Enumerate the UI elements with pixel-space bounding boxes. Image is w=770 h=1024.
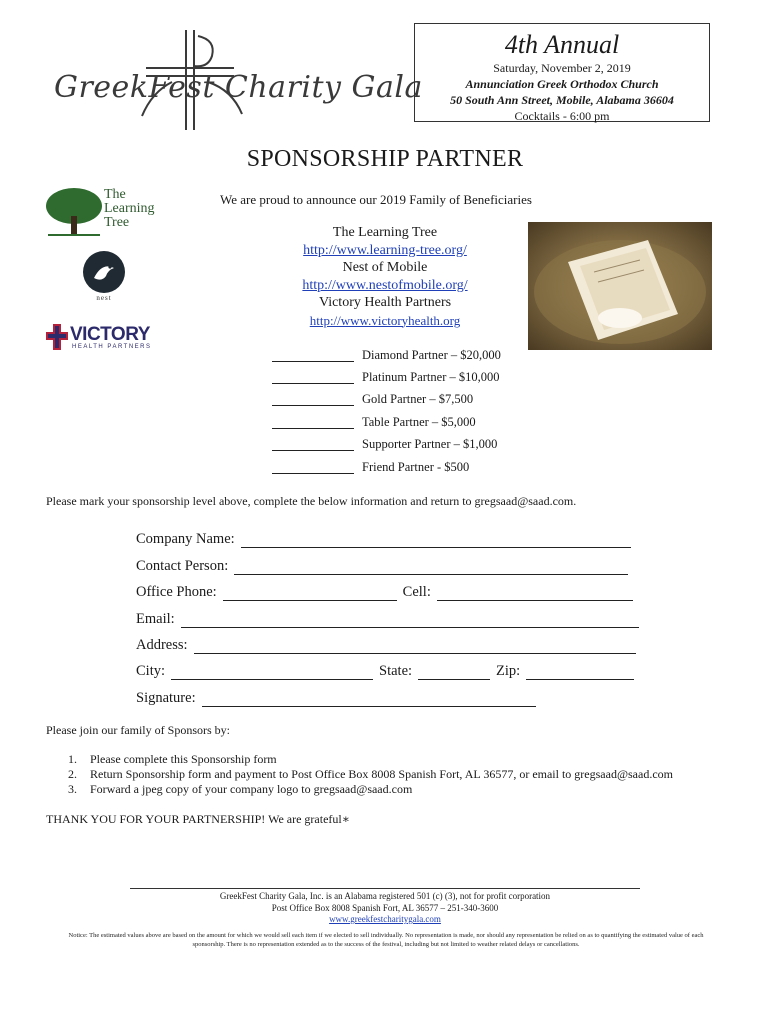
zip-field[interactable] bbox=[526, 663, 634, 680]
sponsorship-levels bbox=[272, 344, 572, 478]
victory-logo-sub: HEALTH PARTNERS bbox=[72, 344, 152, 350]
level-checkbox-line[interactable] bbox=[272, 371, 354, 384]
logo-text: GreekFest Charity Gala bbox=[54, 70, 423, 105]
beneficiary-name: Nest of Mobile bbox=[342, 260, 428, 275]
beneficiary-link[interactable]: http://www.victoryhealth.org bbox=[309, 312, 461, 328]
footer-website-link[interactable]: www.greekfestcharitygala.com bbox=[329, 914, 441, 924]
event-title: 4th Annual bbox=[504, 30, 620, 59]
level-label: Table Partner – $5,000 bbox=[362, 414, 476, 429]
event-date: Saturday, November 2, 2019 bbox=[493, 61, 631, 75]
cell-field[interactable] bbox=[437, 584, 633, 601]
level-row bbox=[272, 456, 572, 478]
level-row bbox=[272, 389, 572, 411]
tree-icon bbox=[44, 186, 104, 240]
learning-tree-logo-text: The Learning Tree bbox=[104, 187, 155, 230]
beneficiary-link[interactable]: http://www.nestofmobile.org/ bbox=[302, 277, 468, 293]
company-field[interactable] bbox=[241, 531, 631, 548]
level-row bbox=[272, 344, 572, 366]
steps-list bbox=[68, 752, 673, 797]
footer-line-1: GreekFest Charity Gala, Inc. is an Alabama registered 501 (c) (3), not for profit corporation bbox=[219, 891, 551, 901]
event-info-box bbox=[414, 23, 710, 122]
level-label: Friend Partner - $500 bbox=[362, 459, 470, 474]
state-label: State: bbox=[379, 663, 413, 680]
level-label: Gold Partner – $7,500 bbox=[362, 392, 474, 407]
city-field[interactable] bbox=[171, 663, 373, 680]
list-item: 3. Forward a jpeg copy of your company logo to gregsaad@saad.com bbox=[68, 782, 413, 796]
level-checkbox-line[interactable] bbox=[272, 438, 354, 451]
email-field[interactable] bbox=[181, 611, 639, 628]
invitation-image bbox=[528, 222, 712, 350]
state-field[interactable] bbox=[418, 663, 490, 680]
learning-tree-logo bbox=[44, 186, 174, 240]
company-label: Company Name: bbox=[136, 531, 235, 548]
event-cocktails: Cocktails - 6:00 pm bbox=[514, 109, 610, 123]
beneficiary-list bbox=[240, 224, 530, 329]
asterisk-mark: ∗ bbox=[341, 812, 350, 826]
join-text: Please join our family of Sponsors by: bbox=[46, 723, 230, 737]
zip-label: Zip: bbox=[496, 663, 521, 680]
level-label: Supporter Partner – $1,000 bbox=[362, 437, 498, 452]
footer bbox=[0, 891, 770, 926]
level-label: Platinum Partner – $10,000 bbox=[362, 370, 500, 385]
notice-text: Notice: The estimated values above are based on the amount for which we would sell each item if we elected to sell individually. No representation is made, nor should any representation be relied on as to quantifying the estimated value of each sponsorship. There is no representation extended as to the success of the festival, including but not limited to weather related delays or cancellations. bbox=[68, 932, 704, 948]
list-item: 2. Return Sponsorship form and payment to Post Office Box 8008 Spanish Fort, AL 36577, or email to gregsaad@saad.com bbox=[68, 767, 673, 781]
contact-field[interactable] bbox=[234, 558, 628, 575]
footer-line-2: Post Office Box 8008 Spanish Fort, AL 36577 – 251-340-3600 bbox=[271, 902, 499, 913]
address-label: Address: bbox=[136, 636, 188, 653]
beneficiary-name: The Learning Tree bbox=[332, 225, 438, 240]
gala-invitation-photo bbox=[528, 222, 712, 350]
level-checkbox-line[interactable] bbox=[272, 416, 354, 429]
city-label: City: bbox=[136, 663, 166, 680]
gala-logo bbox=[48, 22, 423, 132]
page-title: SPONSORSHIP PARTNER bbox=[246, 146, 524, 172]
victory-logo-text: VICTORY bbox=[70, 324, 150, 345]
signature-label: Signature: bbox=[136, 689, 196, 706]
email-label: Email: bbox=[136, 610, 175, 627]
level-checkbox-line[interactable] bbox=[272, 349, 354, 362]
level-row bbox=[272, 411, 572, 433]
level-checkbox-line[interactable] bbox=[272, 393, 354, 406]
thank-you-text: THANK YOU FOR YOUR PARTNERSHIP! We are grateful∗ bbox=[46, 812, 350, 826]
event-venue: Annunciation Greek Orthodox Church bbox=[465, 77, 659, 91]
list-item: 1. Please complete this Sponsorship form bbox=[68, 752, 277, 766]
office-phone-label: Office Phone: bbox=[136, 584, 217, 601]
cell-label: Cell: bbox=[402, 584, 431, 601]
signature-field[interactable] bbox=[202, 690, 536, 707]
bird-icon bbox=[80, 250, 128, 294]
office-phone-field[interactable] bbox=[223, 584, 397, 601]
beneficiary-link[interactable]: http://www.learning-tree.org/ bbox=[303, 242, 467, 258]
sponsor-form bbox=[136, 522, 646, 707]
level-label: Diamond Partner – $20,000 bbox=[362, 347, 501, 362]
nest-logo bbox=[80, 250, 128, 310]
announce-text: We are proud to announce our 2019 Family of Beneficiaries bbox=[220, 192, 532, 207]
nest-logo-text: nest bbox=[96, 294, 112, 302]
victory-logo bbox=[46, 322, 176, 354]
level-row bbox=[272, 366, 572, 388]
event-address: 50 South Ann Street, Mobile, Alabama 36604 bbox=[450, 93, 674, 107]
beneficiary-name: Victory Health Partners bbox=[318, 295, 452, 310]
level-checkbox-line[interactable] bbox=[272, 461, 354, 474]
contact-label: Contact Person: bbox=[136, 557, 229, 574]
address-field[interactable] bbox=[194, 637, 636, 654]
victory-cross-icon bbox=[46, 322, 68, 352]
instruction-text: Please mark your sponsorship level above, complete the below information and return to gregsaad@saad.com. bbox=[46, 494, 577, 508]
footer-divider bbox=[130, 888, 640, 889]
level-row bbox=[272, 434, 572, 456]
